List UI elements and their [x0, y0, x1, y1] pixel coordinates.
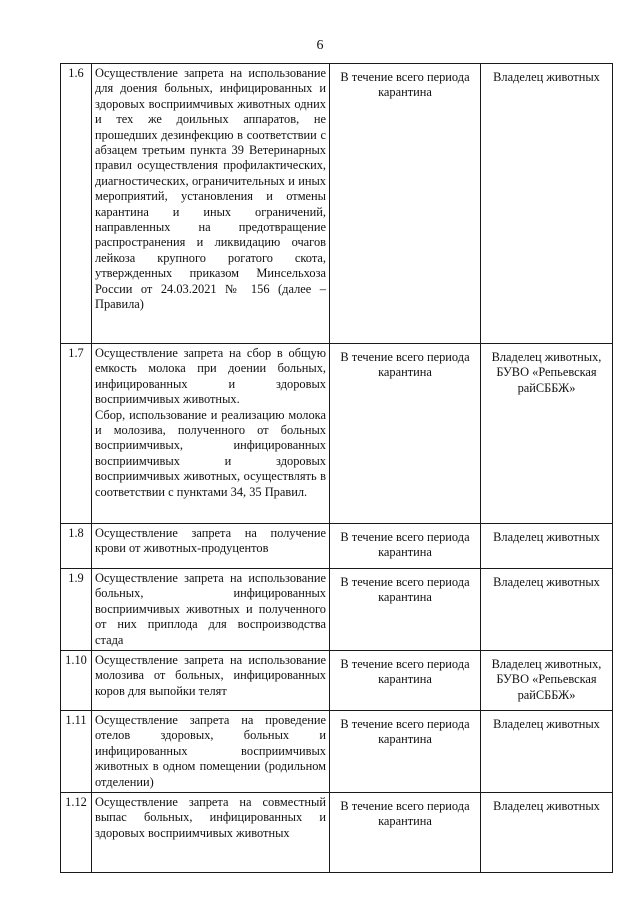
measure-text: Осуществление запрета на использование молозива от больных, инфицированных коров для выпойки телят	[92, 651, 330, 711]
measures-table	[60, 63, 613, 873]
row-number: 1.6	[61, 64, 92, 344]
measure-term: В течение всего периода карантина	[330, 651, 481, 711]
table-row	[61, 651, 613, 711]
table-row	[61, 64, 613, 344]
measure-responsible: Владелец животных	[481, 569, 613, 651]
row-number: 1.12	[61, 793, 92, 873]
row-number: 1.7	[61, 344, 92, 524]
measure-term: В течение всего периода карантина	[330, 344, 481, 524]
measure-text: Осуществление запрета на совместный выпас больных, инфицированных и здоровых восприимчивых животных	[92, 793, 330, 873]
measure-responsible: Владелец животных, БУВО «Репьевская райСББЖ»	[481, 651, 613, 711]
measure-term: В течение всего периода карантина	[330, 524, 481, 569]
measure-responsible: Владелец животных	[481, 711, 613, 793]
page-number: 6	[316, 38, 324, 53]
measure-term: В течение всего периода карантина	[330, 793, 481, 873]
measure-text: Осуществление запрета на использование больных, инфицированных восприимчивых животных и полученного от них приплода для воспроизводства стада	[92, 569, 330, 651]
measure-term: В течение всего периода карантина	[330, 64, 481, 344]
row-number: 1.8	[61, 524, 92, 569]
measure-responsible: Владелец животных	[481, 64, 613, 344]
table-row	[61, 344, 613, 524]
table-row	[61, 711, 613, 793]
measure-text: Осуществление запрета на сбор в общую емкость молока при доении больных, инфицированных и здоровых восприимчивых животных. Сбор, использование и реализацию молока и молозива, полученного от больных восприимчивых, инфицированных восприимчивых и здоровых восприимчивых животных, осуществлять в соответствии с пунктами 34, 35 Правил.	[92, 344, 330, 524]
row-number: 1.11	[61, 711, 92, 793]
measure-term: В течение всего периода карантина	[330, 569, 481, 651]
measure-text: Осуществление запрета на получение крови от животных-продуцентов	[92, 524, 330, 569]
table-row	[61, 569, 613, 651]
row-number: 1.9	[61, 569, 92, 651]
measure-responsible: Владелец животных, БУВО «Репьевская райСББЖ»	[481, 344, 613, 524]
measure-term: В течение всего периода карантина	[330, 711, 481, 793]
measure-responsible: Владелец животных	[481, 524, 613, 569]
measure-text: Осуществление запрета на проведение отелов здоровых, больных и инфицированных восприимчивых животных в одном помещении (родильном отделении)	[92, 711, 330, 793]
table-row	[61, 524, 613, 569]
measure-responsible: Владелец животных	[481, 793, 613, 873]
table-row	[61, 793, 613, 873]
measure-text: Осуществление запрета на использование для доения больных, инфицированных и здоровых восприимчивых животных одних и тех же доильных аппаратов, не прошедших дезинфекцию в соответствии с абзацем третьим пункта 39 Ветеринарных правил осуществления профилактических, диагностических, ограничительных и иных мероприятий, установления и отмены карантина и иных ограничений, направленных на предотвращение распространения и ликвидацию очагов лейкоза крупного рогатого скота, утвержденных приказом Минсельхоза России от 24.03.2021 № 156 (далее – Правила)	[92, 64, 330, 344]
row-number: 1.10	[61, 651, 92, 711]
